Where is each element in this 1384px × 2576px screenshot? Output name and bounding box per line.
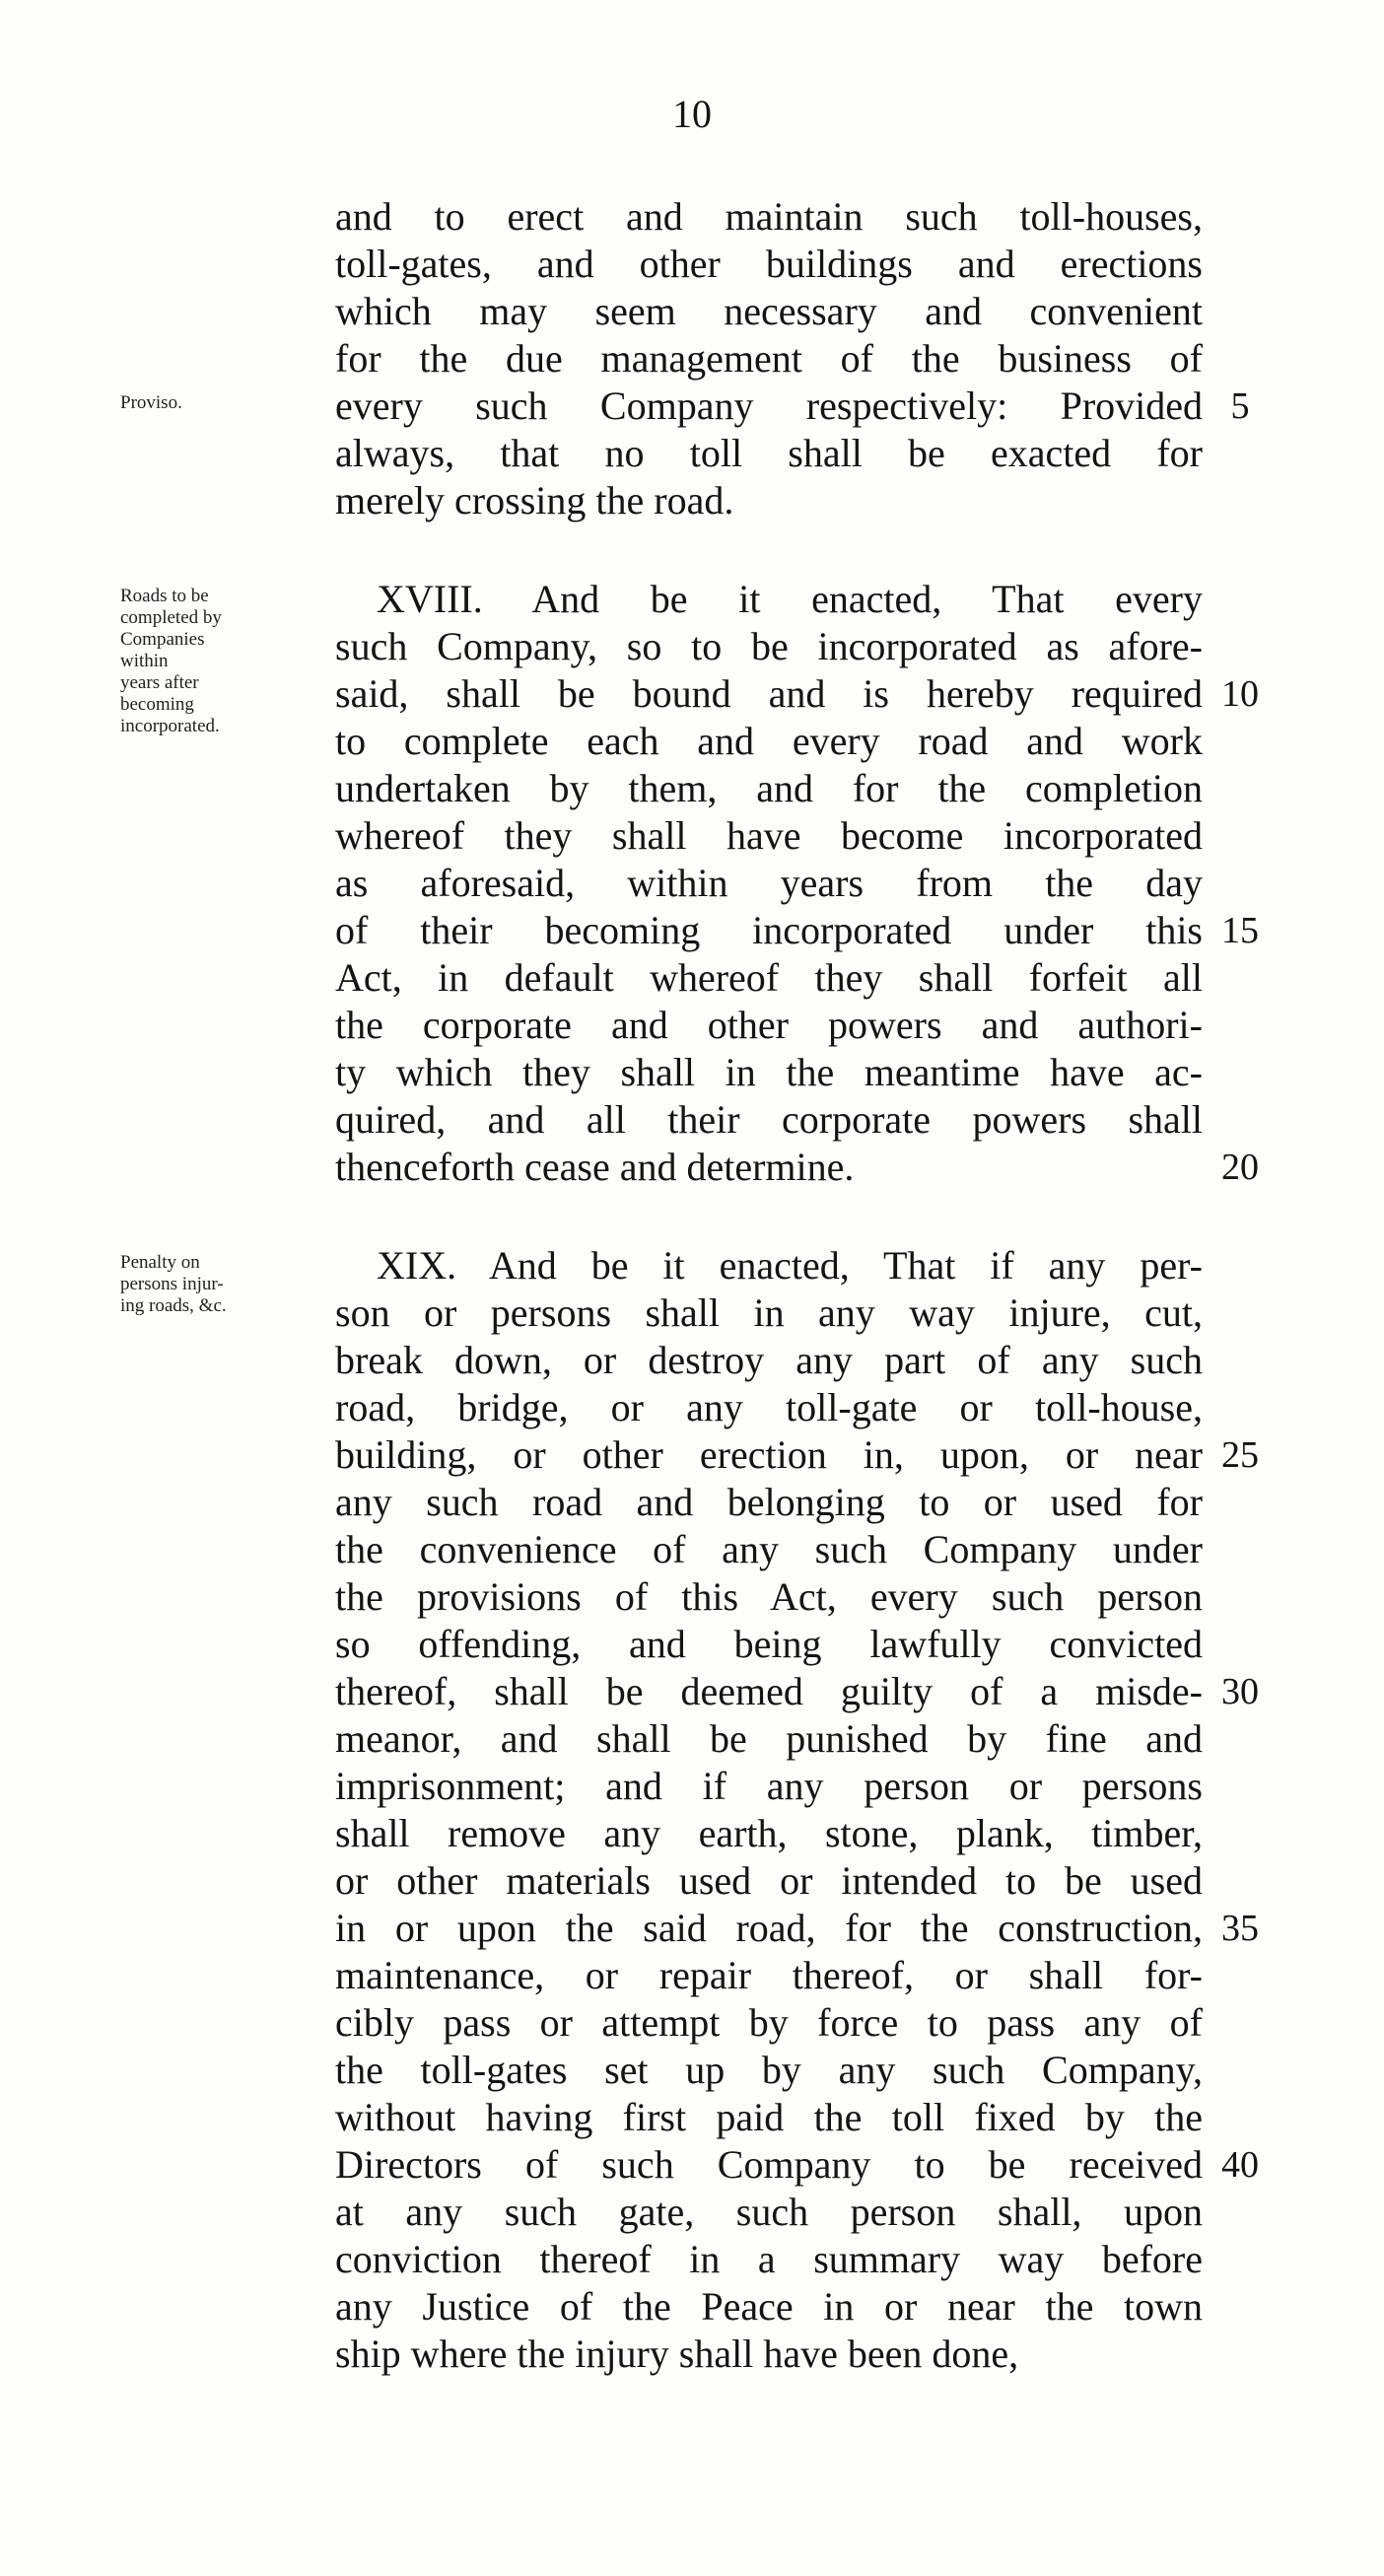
- text-line: XIX. And be it enacted, That if any per-: [377, 1243, 1203, 1288]
- margin-note-line: ing roads, &c.: [120, 1295, 227, 1316]
- text-line: Directors of such Company to be received: [335, 2142, 1203, 2187]
- proviso-paragraph: [0, 193, 1384, 524]
- text-line: for the due management of the business of: [335, 336, 1203, 381]
- margin-note-line: Proviso.: [120, 392, 182, 413]
- text-line: maintenance, or repair thereof, or shall for-: [335, 1953, 1203, 1997]
- text-line: the corporate and other powers and authori-: [335, 1003, 1203, 1047]
- line-number: 15: [1221, 910, 1259, 951]
- text-line: conviction thereof in a summary way before: [335, 2237, 1203, 2281]
- margin-note-line: completed by: [120, 607, 222, 628]
- text-line: to complete each and every road and work: [335, 719, 1203, 763]
- margin-note-line: becoming: [120, 694, 194, 715]
- line-number: 40: [1221, 2144, 1259, 2186]
- text-line: break down, or destroy any part of any such: [335, 1338, 1203, 1382]
- text-line: Act, in default whereof they shall forfeit all: [335, 955, 1203, 1000]
- text-line: imprisonment; and if any person or persons: [335, 1764, 1203, 1808]
- section-xix-paragraph: [0, 1242, 1384, 2378]
- margin-note-line: incorporated.: [120, 716, 220, 736]
- line-number: 20: [1221, 1147, 1259, 1188]
- margin-note-proviso: [120, 392, 327, 414]
- margin-note-line: Companies: [120, 629, 205, 650]
- text-line: toll-gates, and other buildings and erections: [335, 242, 1203, 286]
- text-line: shall remove any earth, stone, plank, timber,: [335, 1811, 1203, 1855]
- text-line: thereof, shall be deemed guilty of a misde-: [335, 1669, 1203, 1713]
- margin-note-line: Penalty on: [120, 1252, 200, 1273]
- line-number: 5: [1230, 385, 1250, 427]
- text-line: meanor, and shall be punished by fine and: [335, 1716, 1203, 1761]
- margin-note-line: years after: [120, 672, 199, 693]
- text-line: every such Company respectively: Provided: [335, 383, 1203, 428]
- text-line: and to erect and maintain such toll-houses,: [335, 194, 1203, 239]
- line-number: 30: [1221, 1671, 1259, 1712]
- text-line: ty which they shall in the meantime have ac-: [335, 1050, 1203, 1094]
- section-xviii-paragraph: [0, 576, 1384, 1191]
- text-line: ship where the injury shall have been done,: [335, 2332, 1019, 2376]
- text-line: in or upon the said road, for the construction,: [335, 1906, 1203, 1950]
- text-line: any such road and belonging to or used for: [335, 1480, 1203, 1524]
- text-line: building, or other erection in, upon, or near: [335, 1432, 1203, 1477]
- line-number: 10: [1221, 673, 1259, 715]
- margin-note-section-xix: [120, 1252, 327, 1317]
- margin-note-line: Roads to be: [120, 586, 209, 606]
- text-line: undertaken by them, and for the completion: [335, 766, 1203, 810]
- text-line: cibly pass or attempt by force to pass any of: [335, 2000, 1203, 2045]
- text-line: XVIII. And be it enacted, That every: [377, 577, 1203, 621]
- text-line: so offending, and being lawfully convicted: [335, 1622, 1203, 1666]
- text-line: son or persons shall in any way injure, cut,: [335, 1290, 1203, 1335]
- text-line: of their becoming incorporated under this: [335, 908, 1203, 952]
- text-line: such Company, so to be incorporated as afore-: [335, 624, 1203, 668]
- text-line: any Justice of the Peace in or near the town: [335, 2284, 1203, 2329]
- line-number: 35: [1221, 1908, 1259, 1949]
- text-line: which may seem necessary and convenient: [335, 289, 1203, 333]
- text-line: the provisions of this Act, every such person: [335, 1574, 1203, 1619]
- text-line: whereof they shall have become incorporated: [335, 813, 1203, 858]
- margin-note-section-xviii: [120, 586, 327, 737]
- text-line: merely crossing the road.: [335, 478, 734, 522]
- text-line: quired, and all their corporate powers shall: [335, 1097, 1203, 1142]
- text-line: as aforesaid, within years from the day: [335, 861, 1203, 905]
- margin-note-line: within: [120, 651, 169, 671]
- text-line: the convenience of any such Company under: [335, 1527, 1203, 1571]
- text-line: or other materials used or intended to be used: [335, 1858, 1203, 1903]
- text-line: road, bridge, or any toll-gate or toll-house,: [335, 1385, 1203, 1429]
- text-line: without having first paid the toll fixed by the: [335, 2095, 1203, 2139]
- text-line: the toll-gates set up by any such Company,: [335, 2048, 1203, 2092]
- text-line: at any such gate, such person shall, upon: [335, 2190, 1203, 2234]
- text-line: thenceforth cease and determine.: [335, 1145, 855, 1189]
- text-line: always, that no toll shall be exacted for: [335, 431, 1203, 475]
- page-number: 10: [672, 92, 712, 136]
- line-number: 25: [1221, 1434, 1259, 1476]
- text-line: said, shall be bound and is hereby required: [335, 671, 1203, 716]
- margin-note-line: persons injur-: [120, 1274, 224, 1294]
